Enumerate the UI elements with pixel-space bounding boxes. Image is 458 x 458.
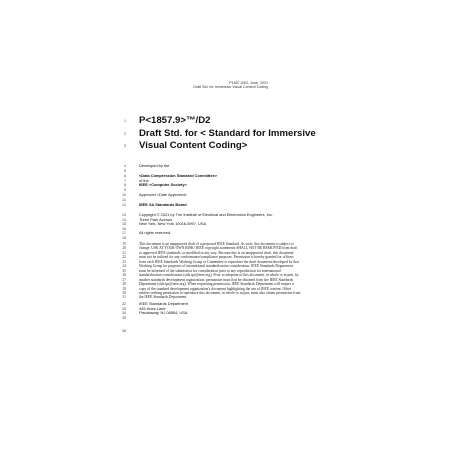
line-number: 10 — [122, 193, 126, 198]
line-number: 6 — [124, 173, 126, 178]
notice-text: must not be utilized for any conformance/compliance purposes. Permission is hereby granted for officers — [139, 255, 294, 260]
line-number: 13 — [122, 213, 126, 217]
line-number: 35 — [122, 315, 126, 320]
notice-text: the IEEE Standards Department. — [139, 295, 188, 300]
line-number: 36 — [122, 329, 126, 333]
meta-text: of the — [139, 177, 149, 183]
line-number: 31 — [122, 295, 126, 300]
notice-text: from each IEEE Standards Working Group or Committee to reproduce the draft document developed by that — [139, 259, 299, 264]
meta-text: IEEE <Computer Society> — [139, 182, 187, 188]
line-number: 22 — [122, 255, 126, 260]
line-number: 26 — [122, 273, 126, 278]
line-number: 17 — [122, 231, 126, 236]
title-line-2: Draft Std. for < Standard for Immersive — [139, 128, 316, 139]
line-number: 29 — [122, 286, 126, 291]
line-number: 8 — [124, 183, 126, 188]
copyright-text: Copyright © 2021 by The Institute of Electrical and Electronics Engineers, Inc. — [139, 212, 273, 217]
notice-text: another standards development organization, permission must first be obtained from the IEEE Standards — [139, 277, 294, 282]
line-number: 32 — [122, 302, 126, 306]
title-line-1: P<1857.9>™/D2 — [139, 115, 211, 126]
running-header — [193, 81, 268, 90]
line-number: 14 — [122, 217, 126, 222]
copyright-text: Three Park Avenue — [139, 216, 173, 222]
line-number: 1 — [124, 119, 126, 123]
line-number: 9 — [124, 188, 126, 193]
line-number: 16 — [122, 226, 126, 231]
line-number: 5 — [124, 168, 126, 173]
meta-text: Developed by the — [139, 163, 170, 168]
meta-text: <Data Compression Standard Committee> — [139, 172, 218, 178]
line-number: 12 — [122, 202, 126, 207]
title-line-3: Visual Content Coding> — [139, 140, 248, 151]
notice-text: Working Group for purposes of international standardization consideration. IEEE Standards Department — [139, 264, 293, 269]
line-number: 25 — [122, 268, 126, 273]
line-number: 15 — [122, 222, 126, 227]
notice-text: or approved IEEE standards, or modified in any way. Because this is an unapproved draft, this document — [139, 250, 294, 255]
line-number: 7 — [124, 178, 126, 183]
line-number: 3 — [124, 144, 126, 148]
notice-text: This document is an unapproved draft of a proposed IEEE Standard. As such, this document is subject to — [139, 242, 294, 246]
line-number: 2 — [124, 132, 126, 136]
line-number: 34 — [122, 311, 126, 316]
copyright-text: New York, New York 10016-5997, USA — [139, 221, 207, 227]
notice-text: Department (stds.ipr@ieee.org). When requesting permission, IEEE Standards Department will require a — [139, 282, 294, 287]
notice-text: standardization consideration (stds.ipr@ieee.org). Prior to adoption of this document, in whole or in part, by — [139, 273, 299, 278]
line-number: 24 — [122, 264, 126, 269]
notice-text: entities seeking permission to reproduce this document, in whole or in part, must also obtain permission from — [139, 290, 301, 295]
header-line-2: Draft Std. for Immersive Visual Content Coding — [193, 85, 268, 90]
line-number: 28 — [122, 282, 126, 287]
address-text: 445 Hoes Lane — [139, 305, 166, 311]
line-number: 19 — [122, 242, 126, 246]
line-number: 27 — [122, 277, 126, 282]
notice-text: copy of the standard development organization's document highlighting the use of IEEE content. Other — [139, 286, 291, 291]
line-number: 11 — [122, 197, 126, 202]
address-text: IEEE Standards Department — [139, 301, 189, 306]
line-number: 21 — [122, 250, 126, 255]
line-number: 30 — [122, 290, 126, 295]
header-line-1: P1857.9/D2, June, 2021 — [229, 81, 268, 85]
copyright-text: All rights reserved. — [139, 230, 172, 236]
line-number: 18 — [122, 236, 126, 240]
meta-text: IEEE SA Standards Board — [139, 201, 187, 207]
line-number: 20 — [122, 246, 126, 251]
line-number: 23 — [122, 259, 126, 264]
address-text: Piscataway, NJ 08854, USA — [139, 310, 188, 316]
line-number: 33 — [122, 306, 126, 311]
meta-text: Approved <Date Approved> — [139, 192, 188, 198]
notice-text: change. USE AT YOUR OWN RISK! IEEE copyright statements SHALL NOT BE REMOVED from draft — [139, 246, 298, 251]
notice-text: must be informed of the submission for consideration prior to any reproduction for international — [139, 268, 281, 273]
line-number: 4 — [124, 164, 126, 168]
